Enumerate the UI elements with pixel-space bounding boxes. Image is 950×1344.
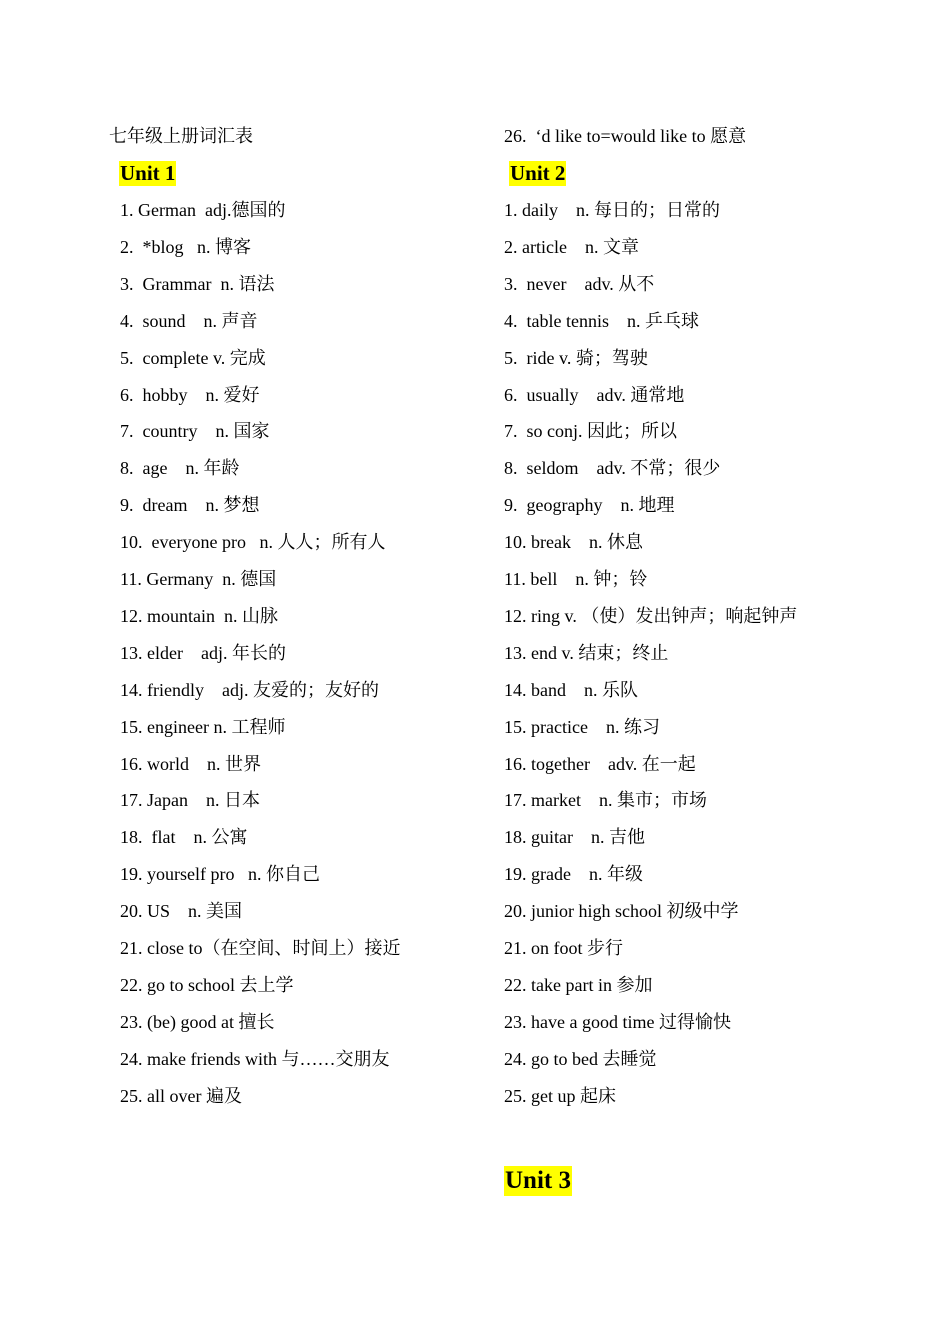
unit-heading: Unit 3 — [505, 1167, 571, 1194]
vocab-entry: 25. get up 起床 — [504, 1086, 616, 1106]
vocab-entry: 9. dream n. 梦想 — [120, 495, 260, 515]
vocab-entry: 2. *blog n. 博客 — [120, 237, 252, 257]
vocab-entry: 7. country n. 国家 — [120, 421, 270, 441]
vocab-entry: 10. break n. 休息 — [504, 532, 643, 552]
vocab-entry: 5. ride v. 骑；驾驶 — [504, 348, 648, 368]
vocab-entry: 5. complete v. 完成 — [120, 348, 266, 368]
vocab-entry: 12. ring v. （使）发出钟声；响起钟声 — [504, 606, 798, 626]
vocab-entry: 25. all over 遍及 — [120, 1086, 242, 1106]
vocab-entry: 22. go to school 去上学 — [120, 975, 294, 995]
vocab-entry: 12. mountain n. 山脉 — [120, 606, 278, 626]
vocab-entry: 22. take part in 参加 — [504, 975, 653, 995]
vocab-entry: 14. band n. 乐队 — [504, 680, 638, 700]
vocab-entry: 17. market n. 集市；市场 — [504, 790, 707, 810]
vocab-entry: 21. on foot 步行 — [504, 938, 623, 958]
vocab-entry: 8. seldom adv. 不常；很少 — [504, 458, 721, 478]
vocab-entry: 15. practice n. 练习 — [504, 717, 660, 737]
vocab-entry: 20. junior high school 初级中学 — [504, 901, 739, 921]
unit-heading: Unit 2 — [510, 161, 566, 185]
vocab-entry: 15. engineer n. 工程师 — [120, 717, 286, 737]
vocab-entry: 1. daily n. 每日的；日常的 — [504, 200, 720, 220]
vocab-entry: 11. bell n. 钟；铃 — [504, 569, 648, 589]
vocab-entry: 19. grade n. 年级 — [504, 864, 643, 884]
vocab-entry: 24. make friends with 与……交朋友 — [120, 1049, 390, 1069]
vocab-entry-26: 26. ‘d like to=would like to 愿意 — [504, 126, 747, 146]
vocab-entry: 1. German adj.德国的 — [120, 200, 286, 220]
vocab-entry: 4. sound n. 声音 — [120, 311, 258, 331]
vocab-entry: 23. (be) good at 擅长 — [120, 1012, 275, 1032]
vocab-entry: 13. elder adj. 年长的 — [120, 643, 286, 663]
document-title: 七年级上册词汇表 — [109, 126, 253, 146]
vocab-entry: 18. guitar n. 吉他 — [504, 827, 645, 847]
vocab-entry: 3. Grammar n. 语法 — [120, 274, 275, 294]
vocab-entry: 7. so conj. 因此；所以 — [504, 421, 677, 441]
vocab-entry: 13. end v. 结束；终止 — [504, 643, 669, 663]
vocab-entry: 17. Japan n. 日本 — [120, 790, 260, 810]
vocab-entry: 2. article n. 文章 — [504, 237, 639, 257]
vocab-entry: 19. yourself pro n. 你自己 — [120, 864, 320, 884]
vocab-entry: 16. together adv. 在一起 — [504, 754, 696, 774]
vocab-entry: 10. everyone pro n. 人人；所有人 — [120, 532, 386, 552]
vocab-entry: 6. usually adv. 通常地 — [504, 385, 685, 405]
vocab-entry: 24. go to bed 去睡觉 — [504, 1049, 657, 1069]
vocab-entry: 14. friendly adj. 友爱的；友好的 — [120, 680, 379, 700]
vocab-entry: 20. US n. 美国 — [120, 901, 243, 921]
vocab-entry: 8. age n. 年龄 — [120, 458, 240, 478]
vocab-entry: 9. geography n. 地理 — [504, 495, 675, 515]
vocab-entry: 11. Germany n. 德国 — [120, 569, 277, 589]
vocab-entry: 16. world n. 世界 — [120, 754, 261, 774]
vocab-entry: 4. table tennis n. 乒乓球 — [504, 311, 699, 331]
vocab-entry: 6. hobby n. 爱好 — [120, 385, 260, 405]
vocab-entry: 3. never adv. 从不 — [504, 274, 655, 294]
unit-heading: Unit 1 — [120, 161, 176, 185]
vocab-entry: 18. flat n. 公寓 — [120, 827, 248, 847]
vocab-entry: 21. close to（在空间、时间上）接近 — [120, 938, 401, 958]
vocab-entry: 23. have a good time 过得愉快 — [504, 1012, 731, 1032]
